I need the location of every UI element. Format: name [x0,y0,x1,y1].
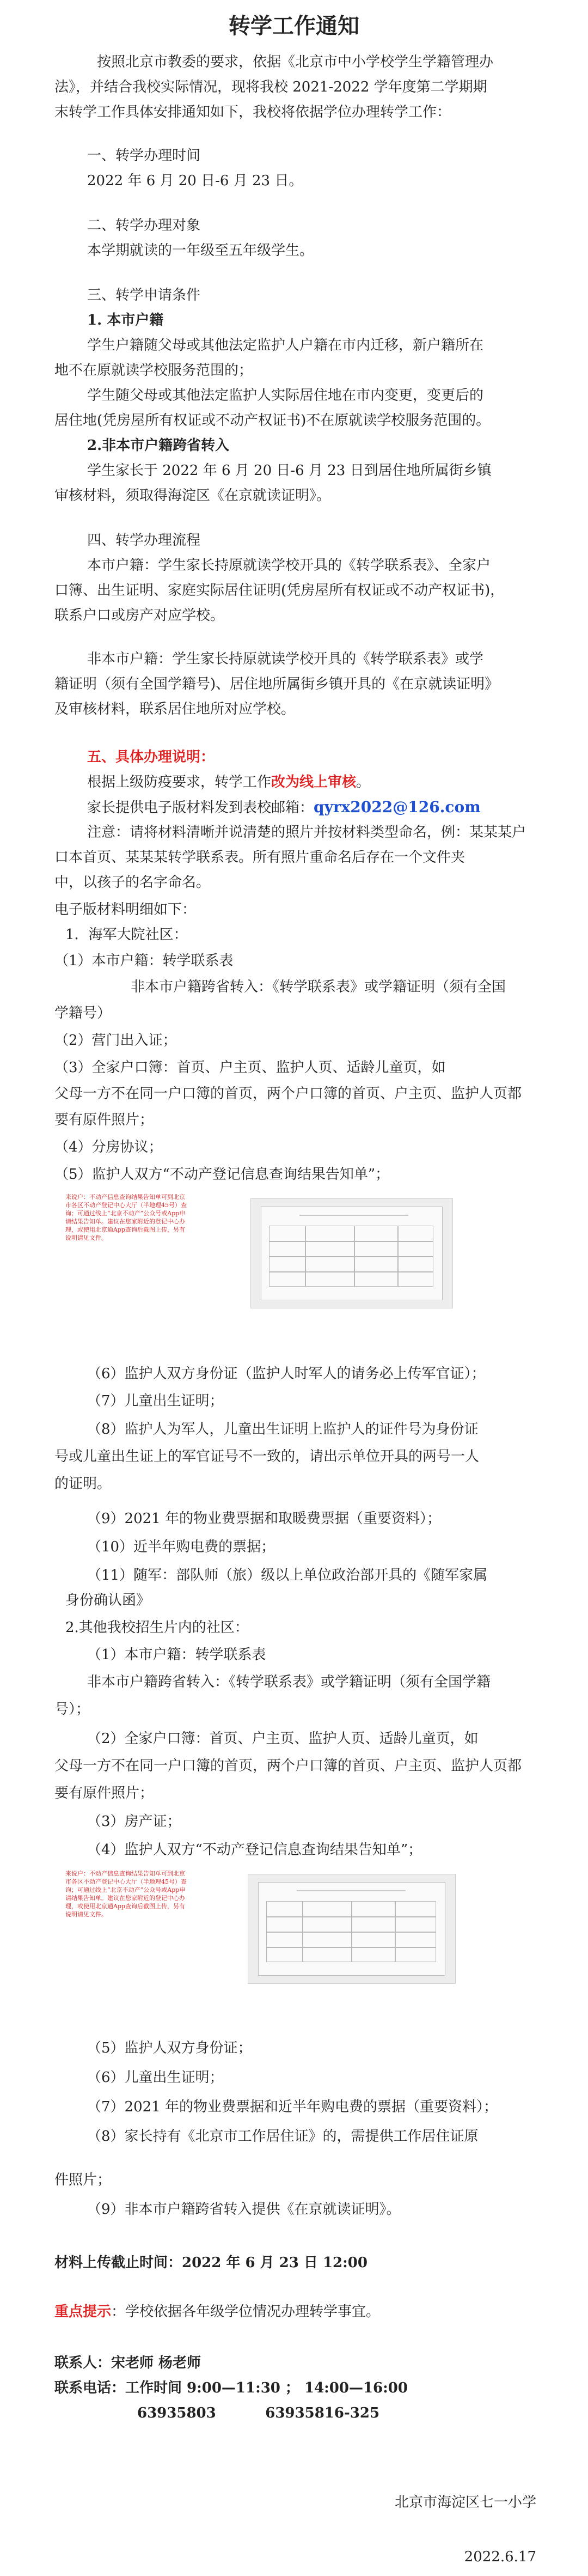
page-title: 转学工作通知 [229,13,359,39]
list-item: 非本市户籍跨省转入：《转学联系表》或学籍证明（须有全国 [131,979,506,995]
list-item: （11）随军：部队师（旅）级以上单位政治部开具的《随军家属 [87,1567,488,1584]
subheading: 2.非本市户籍跨省转入 [87,437,230,454]
list-item: （9）2021 年的物业费票据和取暖费票据（重要资料）； [87,1511,441,1527]
date: 2022.6.17 [464,2549,536,2565]
list-item: （6）监护人双方身份证（监护人时军人的请务必上传军官证）； [87,1366,486,1382]
paragraph-line: 中，以孩子的名字命名。 [54,874,211,891]
deadline: 材料上传截止时间：2022 年 6 月 23 日 12:00 [54,2255,367,2271]
section-heading: 二、转学办理对象 [87,217,201,234]
list-item: （1）本市户籍：转学联系表 [54,953,234,969]
section-heading: 一、转学办理时间 [87,148,201,164]
list-item: 非本市户籍跨省转入：《转学联系表》或学籍证明（须有全国学籍 [87,1674,491,1690]
list-item: （5）监护人双方“不动产登记信息查询结果告知单”； [54,1166,390,1183]
list-item: （10）近半年购电费的票据； [87,1539,275,1555]
list-item: （8）监护人为军人，儿童出生证明上监护人的证件号为身份证 [87,1421,479,1438]
section-text: 本学期就读的一年级至五年级学生。 [87,242,314,259]
photo-annotation: 来说户：不动产信息查询结果告知单可到北京市各区不动产登记中心大厅（半地理45号）查询；可通过线上“北京不动产”公众号或App申请结果告知单。建议在您家附近的登记中心办理，或使用北京通App查询后截图上传，另有说明请见文件。 [65,1193,187,1241]
section-heading: 四、转学办理流程 [87,532,201,549]
signature: 北京市海淀区七一小学 [394,2494,536,2511]
paragraph-line: 学生随父母或其他法定监护人实际居住地在市内变更，变更后的 [87,387,484,404]
photo-annotation [65,1869,191,1919]
highlight-text: 改为线上审核 [271,774,357,790]
phone-numbers: 63935803 63935816-325 [137,2405,380,2421]
list-item: （4）监护人双方“不动产登记信息查询结果告知单”； [87,1842,422,1858]
list-item: （2）全家户口簿：首页、户主页、监护人页、适龄儿童页，如 [87,1731,479,1747]
list-item: （9）非本市户籍跨省转入提供《在京就读证明》。 [87,2201,401,2218]
contact-people: 联系人：宋老师 杨老师 [54,2355,201,2371]
list-item: 的证明。 [54,1476,112,1492]
paragraph-line [87,795,481,820]
document-paper [261,1207,443,1300]
list-item: （5）监护人双方身份证； [87,2040,252,2056]
list-item: 号）； [54,1701,90,1718]
text-segment: 家长提供电子版材料发到表校邮箱： [87,800,314,816]
list-item: 身份确认函》 [65,1592,151,1609]
paragraph-line: 本市户籍：学生家长持原就读学校开具的《转学联系表》、全家户 [87,557,491,574]
key-tip-text: ：学校依据各年级学位情况办理转学事宜。 [111,2304,381,2320]
subheading: 1．海军大院社区： [65,927,188,943]
list-item: （4）分房协议； [54,1139,163,1155]
paragraph-line: 及审核材料，联系居住地所对应学校。 [54,701,296,717]
document-photo [248,1874,456,1984]
subheading: 1. 本市户籍 [87,312,164,328]
key-tip [54,2300,380,2324]
list-item: 要有原件照片； [54,1112,154,1128]
paragraph-line: 注意：请将材料清晰并说清楚的照片并按材料类型命名，例：某某某户 [87,824,526,841]
list-item: 父母一方不在同一户口簿的首页，两个户口簿的首页、户主页、监护人页都 [54,1086,522,1102]
paragraph-line: 学生户籍随父母或其他法定监护人户籍在市内迁移，新户籍所在 [87,337,484,354]
list-item: 父母一方不在同一户口簿的首页，两个户口簿的首页、户主页、监护人页都 [54,1758,522,1774]
photo-annotation-text: 来说户：不动产信息查询结果告知单可到北京市各区不动产登记中心大厅（半地理45号）查询；可通过线上“北京不动产”公众号或App申请结果告知单。建议在您家附近的登记中心办理，或使用北京通App查询后截图上传，另有说明请见文件。 [65,1870,187,1918]
paragraph-line: 籍证明（须有全国学籍号)、居住地所属街乡镇开具的《在京就读证明》 [54,676,499,692]
section-heading: 五、具体办理说明： [87,749,215,765]
key-tip-label: 重点提示 [54,2304,112,2320]
list-item: （3）全家户口簿：首页、户主页、监护人页、适龄儿童页，如 [54,1059,446,1076]
email-link[interactable]: qyrx2022@126.com [314,798,481,816]
paragraph-line: 非本市户籍：学生家长持原就读学校开具的《转学联系表》或学 [87,651,484,667]
list-item: （8）家长持有《北京市工作居住证》的，需提供工作居住证原 [87,2128,479,2145]
list-item: 件照片； [54,2172,112,2188]
intro-line: 末转学工作具体安排通知如下，我校将依据学位办理转学工作： [54,104,451,120]
list-item: （6）儿童出生证明； [87,2069,224,2086]
contact-phone: 联系电话：工作时间 9:00—11:30 ； 14:00—16:00 [54,2380,408,2396]
intro-line: 按照北京市教委的要求，依据《北京市中小学校学生学籍管理办 [97,54,494,70]
paragraph-line: 居住地(凭房屋所有权证或不动产权证书)不在原就读学校服务范围的。 [54,412,491,429]
paragraph-line: 口簿、出生证明、家庭实际居住证明(凭房屋所有权证或不动产权证书)， [54,582,505,599]
list-item: 要有原件照片； [54,1785,154,1801]
list-item: （7）2021 年的物业费票据和近半年购电费的票据（重要资料）； [87,2099,498,2115]
document-paper [258,1882,445,1976]
paragraph-line: 审核材料，须取得海淀区《在京就读证明》。 [54,488,331,504]
list-item: （1）本市户籍：转学联系表 [87,1647,266,1663]
subheading: 2.其他我校招生片内的社区： [65,1619,249,1636]
text-segment: 。 [356,774,371,790]
paragraph-line: 地不在原就读学校服务范围的； [54,362,253,379]
document-photo [250,1198,453,1308]
list-item: （3）房产证； [87,1813,181,1830]
section-heading: 三、转学申请条件 [87,287,201,303]
paragraph-line: 学生家长于 2022 年 6 月 20 日-6 月 23 日到居住地所属街乡镇 [87,462,492,479]
paragraph-line: 电子版材料明细如下： [54,902,197,918]
paragraph-line: 口本首页、某某某转学联系表。所有照片重命名后存在一个文件夹 [54,849,465,866]
paragraph-line: 联系户口或房产对应学校。 [54,607,225,624]
text-segment: 根据上级防疫要求，转学工作 [87,774,272,790]
intro-line: 法》，并结合我校实际情况，现将我校 2021-2022 学年度第二学期期 [54,79,487,95]
list-item: （7）儿童出生证明； [87,1393,224,1409]
list-item: 学籍号） [54,1005,112,1021]
section-text: 2022 年 6 月 20 日-6 月 23 日。 [87,173,303,189]
list-item: 号或儿童出生证上的军官证号不一致的，请出示单位开具的两号一人 [54,1448,480,1465]
paragraph-line [87,770,370,794]
list-item: （2）营门出入证； [54,1032,177,1049]
